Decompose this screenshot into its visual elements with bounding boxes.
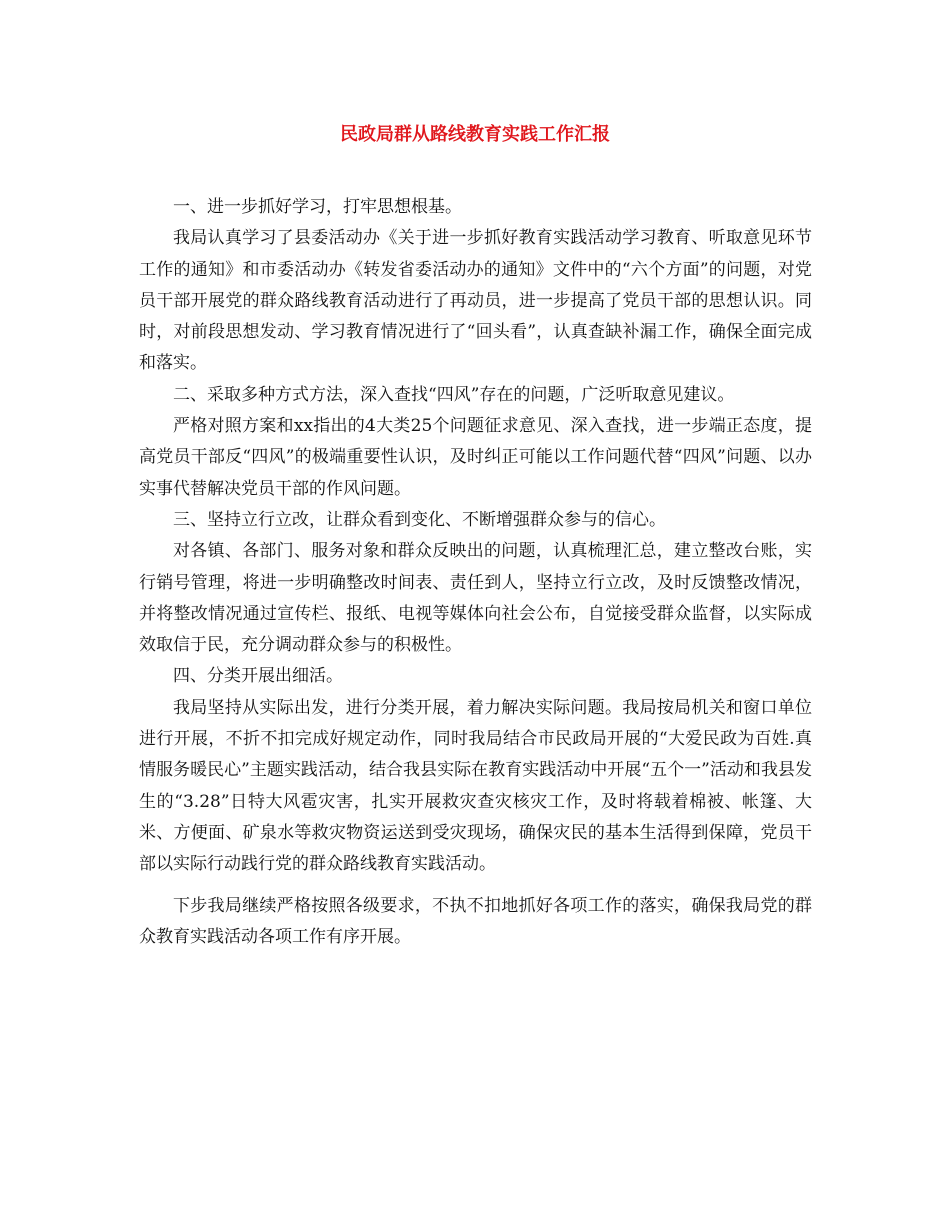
section-heading-3: 三、坚持立行立改，让群众看到变化、不断增强群众参与的信心。 [173, 509, 666, 530]
section-heading-1: 一、进一步抓好学习，打牢思想根基。 [173, 197, 462, 217]
body-paragraph-1: 我局认真学习了县委活动办《关于进一步抓好教育实践活动学习教育、听取意见环节工作的通知》和市委活动办《转发省委活动办的通知》文件中的“六个方面”的问题，对党员干部开展党的群众路线教育活动进行了再动员，进一步提高了党员干部的思想认识。同时，对前段思想发动、学习教育情况进行了“回头看”，认真查缺补漏工作，确保全面完成和落实。 [139, 228, 812, 374]
section-heading-2: 二、采取多种方式方法，深入查找“四风”存在的问题，广泛听取意见建议。 [173, 384, 735, 405]
closing-paragraph: 下步我局继续严格按照各级要求，不执不扣地抓好各项工作的落实，确保我局党的群众教育实践活动各项工作有序开展。 [139, 895, 812, 947]
body-paragraph-4: 我局坚持从实际出发，进行分类开展，着力解决实际问题。我局按局机关和窗口单位进行开展，不折不扣完成好规定动作，同时我局结合市民政局开展的“大爱民政为百姓.真情服务暖民心”主题实践活动，结合我县实际在教育实践活动中开展“五个一”活动和我县发生的“3.28”日特大风雹灾害，扎实开展救灾查灾核灾工作，及时将载着棉被、帐篷、大米、方便面、矿泉水等救灾物资运送到受灾现场，确保灾民的基本生活得到保障，党员干部以实际行动践行党的群众路线教育实践活动。 [139, 697, 812, 875]
document-title: 民政局群从路线教育实践工作汇报 [340, 124, 610, 145]
body-paragraph-2: 严格对照方案和xx指出的4大类25个问题征求意见、深入查找，进一步端正态度，提高党员干部反“四风”的极端重要性认识，及时纠正可能以工作问题代替“四风”问题、以办实事代替解决党员干部的作风问题。 [139, 416, 812, 499]
section-heading-4: 四、分类开展出细活。 [173, 666, 343, 687]
body-paragraph-3: 对各镇、各部门、服务对象和群众反映出的问题，认真梳理汇总，建立整改台账，实行销号管理，将进一步明确整改时间表、责任到人，坚持立行立改，及时反馈整改情况，并将整改情况通过宣传栏、报纸、电视等媒体向社会公布，自觉接受群众监督，以实际成效取信于民，充分调动群众参与的积极性。 [139, 541, 812, 656]
document-body [139, 192, 812, 953]
